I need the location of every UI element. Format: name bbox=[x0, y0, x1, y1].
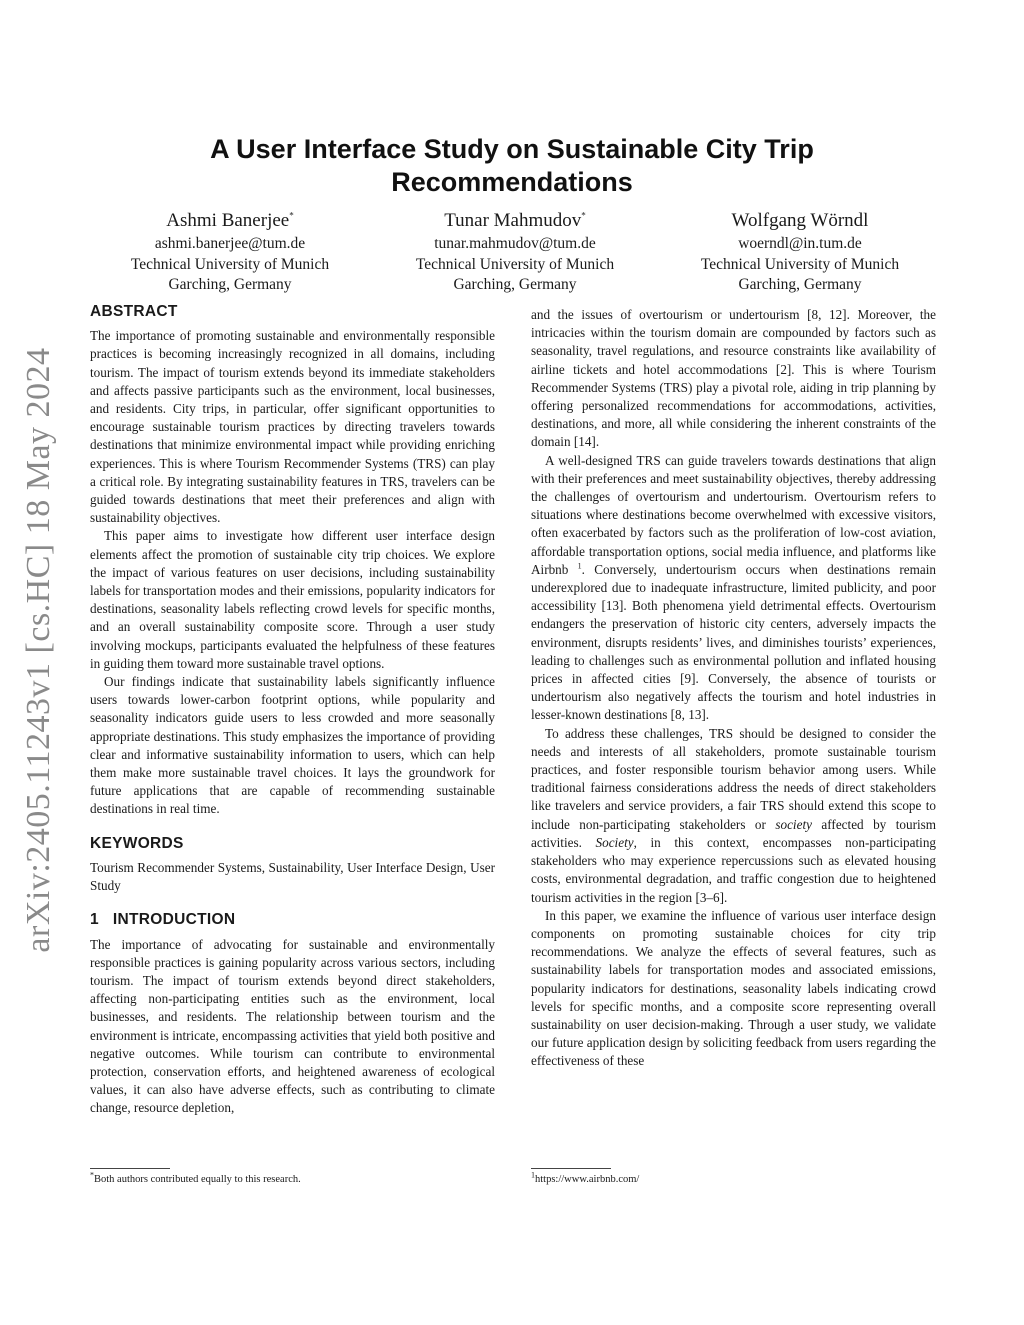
author-block bbox=[100, 209, 930, 296]
arxiv-identifier: arXiv:2405.11243v1 [cs.HC] 18 May 2024 bbox=[20, 347, 57, 953]
author-location: Garching, Germany bbox=[453, 276, 577, 293]
intro-paragraph bbox=[531, 725, 936, 907]
emphasis-text: society bbox=[775, 816, 812, 832]
abstract-paragraph: The importance of promoting sustainable and environmentally responsible practices is becoming increasingly recognized in all domains, including tourism. The impact of tourism extends beyond its immediate stakeholders and affects passive participants such as the environment, local businesses, and residents. City trips, in particular, offer significant opportunities to encourage sustainable tourism practices by directing travelers towards destinations that minimize environmental impact while providing enriching experiences. This is where Tourism Recommender Systems (TRS) can play a critical role. By integrating sustainability features in TRS, travelers can be guided towards destinations that meet their preferences and align with sustainability objectives. bbox=[90, 328, 495, 526]
footnote-mark: 1 bbox=[531, 1170, 535, 1180]
author-affiliation: Technical University of Munich bbox=[130, 255, 330, 273]
abstract-paragraph: Our findings indicate that sustainability labels significantly influence users towards lower-carbon footprint options, while popularity and seasonality indicators guide users to less crowded and more seasonally appropriate destinations. This study emphasizes the importance of providing clear and informative sustainability information to users, which can help them make more sustainable travel choices. It lays the groundwork for future applications that are capable of recommending sustainable destinations in real time. bbox=[90, 674, 495, 817]
intro-paragraph bbox=[531, 452, 936, 725]
paragraph-text: , in this context, encompasses non-participating stakeholders who may experience repercussions such as elevated housing costs, environmental degradation, and traffic congestion due to heightened tourism activities in the region [3–6]. bbox=[531, 834, 937, 905]
author-affiliation: Technical University of Munich bbox=[415, 255, 615, 273]
author-2 bbox=[385, 209, 645, 296]
paragraph-text: . Conversely, undertourism occurs when destinations remain underexplored due to inadequate infrastructure, limited publicity, and poor accessibility [13]. Both phenomena yield detrimental effects. Overtourism endangers the preservation of historic city centers, adversely impacts the environment, disrupts residents’ lives, and diminishes tourists’ experiences, leading to challenges such as environmental pollution and inflated housing prices in affected cities [9]. Conversely, the absence of tourists or undertourism also negatively affects the tourism and hotel industries in lesser-known destinations [8, 13]. bbox=[531, 561, 936, 723]
right-column bbox=[531, 306, 936, 1071]
author-1 bbox=[100, 209, 360, 296]
author-email: ashmi.banerjee@tum.de bbox=[154, 235, 306, 252]
footnote-marker[interactable]: 1 bbox=[577, 561, 582, 571]
paragraph-text: A well-designed TRS can guide travelers towards destinations that align with their preferences and meet sustainability objectives, thereby addressing the challenges of overtourism and undertourism. Overtourism refers to situations where destinations become overwhelmed with excessive visitors, often exacerbated by factors such as the proliferation of low-cost aviation, affordable transportation options, social media influence, and platforms like Airbnb bbox=[531, 452, 936, 577]
section-title: INTRODUCTION bbox=[112, 911, 236, 929]
intro-paragraph-continued: and the issues of overtourism or undertourism [8, 12]. Moreover, the intricacies within the tourism domain are compounded by factors such as seasonality, travel regulations, and resource constraints like availability of airline tickets and hotel accommodations [2]. This is where Tourism Recommender Systems (TRS) play a pivotal role, aiding in trip planning by offering personalized recommendations for accommodations, activities, destinations, and more, all while considering the inherent constraints of the domain [14]. bbox=[531, 307, 936, 450]
author-email: tunar.mahmudov@tum.de bbox=[434, 235, 596, 252]
author-location: Garching, Germany bbox=[738, 276, 862, 293]
author-name: Tunar Mahmudov bbox=[444, 210, 582, 231]
footnote-divider bbox=[531, 1168, 611, 1169]
equal-contribution-mark: * bbox=[289, 210, 294, 221]
footnote-text: Both authors contributed equally to this research. bbox=[94, 1174, 301, 1185]
section-number: 1 bbox=[90, 911, 99, 929]
author-location: Garching, Germany bbox=[168, 276, 292, 293]
footnote-equal-contribution bbox=[90, 1170, 495, 1186]
abstract-heading: ABSTRACT bbox=[90, 303, 178, 320]
author-name: Ashmi Banerjee bbox=[166, 210, 290, 231]
abstract-paragraph: This paper aims to investigate how different user interface design elements affect the promotion of sustainable city trip choices. We explore the impact of various features on user decisions, including sustainability labels for transportation modes and their emissions, popularity indicators for destinations, seasonality labels reflecting crowd levels for specific months, and an overall sustainability composite score. Through a user study involving mockups, participants evaluated the helpfulness of these features in guiding them toward more sustainable travel options. bbox=[90, 528, 495, 671]
footnote-divider bbox=[90, 1168, 170, 1169]
introduction-heading bbox=[90, 911, 495, 929]
keywords-heading: KEYWORDS bbox=[90, 834, 184, 852]
footnote-airbnb bbox=[531, 1170, 936, 1186]
author-affiliation: Technical University of Munich bbox=[700, 255, 900, 273]
equal-contribution-mark: * bbox=[581, 210, 586, 221]
footnote-link[interactable]: https://www.airbnb.com/ bbox=[535, 1174, 640, 1185]
author-3 bbox=[670, 209, 930, 296]
keywords-text: Tourism Recommender Systems, Sustainability, User Interface Design, User Study bbox=[90, 859, 495, 894]
paper-title: A User Interface Study on Sustainable City Trip Recommendations bbox=[210, 134, 814, 197]
left-column bbox=[90, 303, 495, 1118]
author-email: woerndl@in.tum.de bbox=[738, 235, 862, 252]
intro-paragraph: In this paper, we examine the influence of various user interface design components on promoting sustainable choices for city trip recommendations. We analyze the effects of several features, such as sustainability labels for transportation modes and associated emissions, popularity indicators for destinations, seasonality labels indicating crowd levels for specific months, and a composite score representing overall sustainability on user decision-making. Through a user study, we validate our future application design by soliciting feedback from users regarding the effectiveness of these bbox=[531, 907, 936, 1069]
paragraph-text: To address these challenges, TRS should be designed to consider the needs and interests of all stakeholders, promote sustainable tourism practices, and foster responsible tourism behavior among users. While traditional fairness considerations address the needs of direct stakeholders like travelers and service providers, a fair TRS should extend this scope to include non-participating stakeholders or bbox=[531, 725, 936, 832]
footnote-mark: * bbox=[90, 1170, 94, 1180]
author-name: Wolfgang Wörndl bbox=[731, 210, 869, 231]
paragraph-text: affected by tourism activities. bbox=[531, 816, 937, 850]
emphasis-text: Society bbox=[595, 834, 634, 850]
intro-paragraph: The importance of advocating for sustainable and environmentally responsible practices is gaining popularity across various sectors, including tourism. The impact of tourism extends beyond direct stakeholders, affecting non-participating entities such as the environment, local businesses, and residents. The relationship between tourism and the environment is intricate, encompassing activities that yield both positive and negative outcomes. While tourism can contribute to environmental protection, conservation efforts, and heightened awareness of ecological values, it can also have adverse effects, such as contributing to climate change, resource depletion, bbox=[90, 936, 495, 1116]
